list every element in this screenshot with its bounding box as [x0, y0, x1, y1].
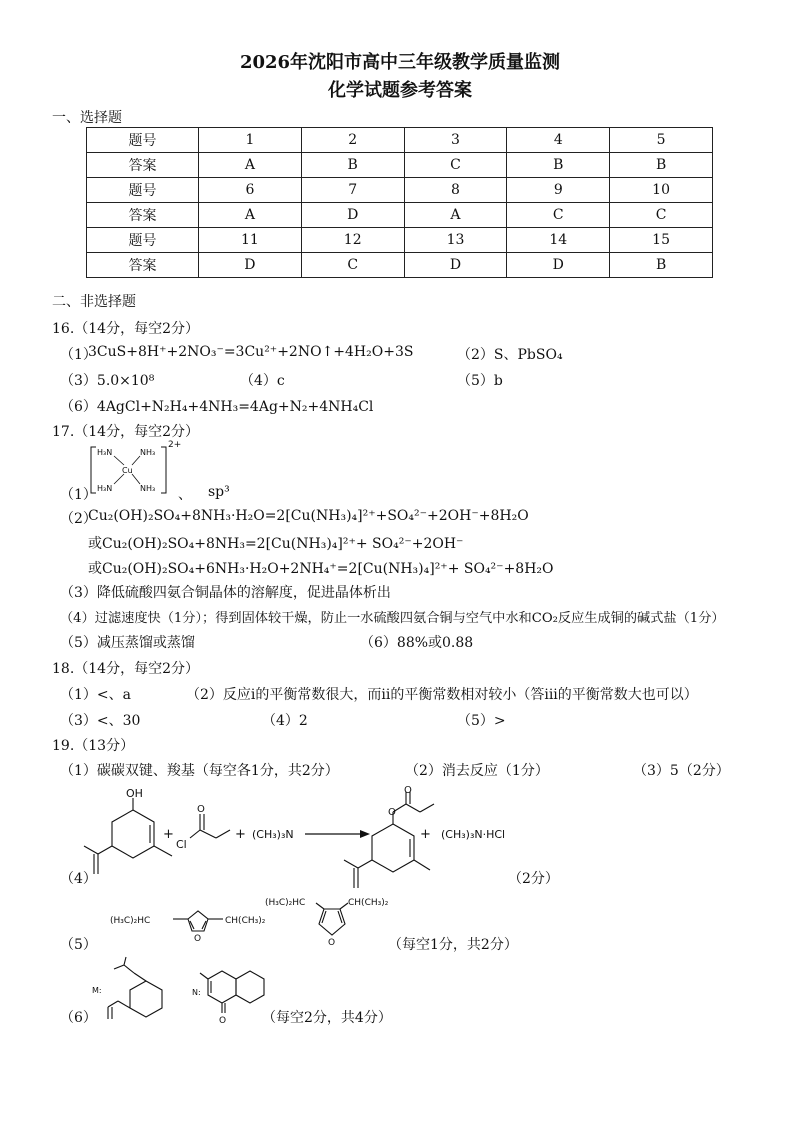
q17-answer-3: （3）降低硫酸四氨合铜晶体的溶解度，促进晶体析出: [60, 585, 391, 601]
q17-answer-2-equation-2: 或Cu₂(OH)₂SO₄+8NH₃=2[Cu(NH₃)₄]²⁺+ SO₄²⁻+2OH⁻: [88, 536, 464, 552]
table-cell: C: [301, 253, 404, 278]
table-cell: 1: [199, 128, 302, 153]
table-cell: C: [610, 203, 713, 228]
furan2-left-group: (H₃C)₂HC: [265, 898, 306, 908]
label-n: N:: [192, 988, 201, 997]
q16-answer-4: （4）c: [240, 373, 285, 389]
table-row: [87, 178, 713, 203]
row-header: 答案: [87, 203, 199, 228]
q19-answer-5-score: （每空1分，共2分）: [388, 937, 518, 953]
table-row: [87, 128, 713, 153]
table-cell: B: [610, 153, 713, 178]
q16-answer-1-label: （1）: [60, 347, 97, 363]
q19-header: 19.（13分）: [52, 738, 135, 754]
row-header: 题号: [87, 178, 199, 203]
table-cell: B: [301, 153, 404, 178]
furan1-right-group: CH(CH₃)₂: [225, 916, 266, 926]
q19-answer-5-label: （5）: [60, 937, 97, 953]
page-title: 2026年沈阳市高中三年级教学质量监测: [239, 52, 561, 73]
q18-header: 18.（14分，每空2分）: [52, 661, 199, 677]
q19-answer-4-score: （2分）: [508, 871, 559, 887]
cu-complex-structure: [88, 440, 182, 500]
furan1-o: O: [194, 934, 202, 944]
table-cell: 5: [610, 128, 713, 153]
table-cell: A: [199, 203, 302, 228]
q18-answer-4: （4）2: [262, 713, 308, 729]
table-cell: 3: [404, 128, 507, 153]
acyl-o-label: O: [197, 804, 205, 815]
answer-table: [86, 127, 713, 278]
table-cell: 9: [507, 178, 610, 203]
table-cell: 10: [610, 178, 713, 203]
q17-answer-1-separator: 、: [178, 487, 192, 503]
q16-answer-1-equation: 3CuS+8H⁺+2NO₃⁻=3Cu²⁺+2NO↑+4H₂O+3S: [88, 344, 414, 360]
table-row: [87, 203, 713, 228]
table-cell: A: [404, 203, 507, 228]
q17-answer-1-label: （1）: [60, 487, 97, 503]
ligand-tr: NH₃: [140, 448, 156, 457]
page-subtitle: 化学试题参考答案: [328, 80, 472, 101]
q17-answer-2-label: （2）: [60, 511, 97, 527]
table-row: [87, 153, 713, 178]
q19-answer-2: （2）消去反应（1分）: [405, 763, 549, 779]
row-header: 题号: [87, 228, 199, 253]
row-header: 答案: [87, 153, 199, 178]
table-cell: C: [404, 153, 507, 178]
q16-header: 16.（14分，每空2分）: [52, 321, 199, 337]
q18-answer-2: （2）反应i的平衡常数很大，而ii的平衡常数相对较小（答iii的平衡常数大也可以）: [186, 687, 698, 703]
furan2-right-group: CH(CH₃)₂: [348, 898, 389, 908]
q16-answer-2: （2）S、PbSO₄: [457, 347, 563, 363]
table-cell: D: [199, 253, 302, 278]
table-cell: 8: [404, 178, 507, 203]
table-cell: 6: [199, 178, 302, 203]
table-cell: D: [404, 253, 507, 278]
q19-reaction-scheme: [60, 786, 760, 896]
table-cell: A: [199, 153, 302, 178]
furan2-o: O: [328, 938, 336, 948]
q19-answer-6-structures: [86, 955, 276, 1030]
q19-answer-4-label: （4）: [60, 871, 97, 887]
q18-answer-3: （3）<、30: [60, 713, 141, 729]
q17-answer-6: （6）88%或0.88: [360, 635, 474, 651]
acyl-cl-label: Cl: [176, 838, 187, 851]
q17-answer-1-hybridization: sp³: [208, 484, 230, 500]
table-cell: 2: [301, 128, 404, 153]
table-row: [87, 253, 713, 278]
q19-answer-6-score: （每空2分，共4分）: [262, 1010, 392, 1026]
table-cell: 13: [404, 228, 507, 253]
ligand-bl: H₃N: [97, 484, 113, 493]
q17-header: 17.（14分，每空2分）: [52, 424, 199, 440]
table-cell: B: [507, 153, 610, 178]
q18-answer-1: （1）<、a: [60, 687, 131, 703]
table-cell: 7: [301, 178, 404, 203]
q17-answer-4: （4）过滤速度快（1分）；得到固体较干燥，防止一水硫酸四氨合铜与空气中水和CO₂反应生成铜的碱式盐（1分）: [60, 611, 725, 626]
ligand-tl: H₃N: [97, 448, 113, 457]
salt-label: (CH₃)₃N·HCl: [441, 828, 506, 841]
table-cell: 11: [199, 228, 302, 253]
complex-center: Cu: [122, 466, 133, 475]
q19-answer-1: （1）碳碳双键、羧基（每空各1分，共2分）: [60, 763, 339, 779]
q17-answer-2-equation-3: 或Cu₂(OH)₂SO₄+6NH₃·H₂O+2NH₄⁺=2[Cu(NH₃)₄]²⁺+ SO₄²⁻+8H₂O: [88, 561, 554, 577]
table-cell: C: [507, 203, 610, 228]
amine-label: (CH₃)₃N: [252, 828, 294, 841]
row-header: 题号: [87, 128, 199, 153]
row-header: 答案: [87, 253, 199, 278]
q16-answer-3: （3）5.0×10⁸: [60, 373, 155, 389]
plus-1: +: [163, 827, 174, 842]
plus-3: +: [420, 827, 431, 842]
ester-o-label: O: [388, 807, 396, 818]
furan1-left-group: (H₃C)₂HC: [110, 916, 151, 926]
label-m: M:: [92, 986, 102, 995]
complex-charge: 2+: [168, 440, 182, 450]
table-cell: 15: [610, 228, 713, 253]
table-cell: 14: [507, 228, 610, 253]
q16-answer-6: （6）4AgCl+N₂H₄+4NH₃=4Ag+N₂+4NH₄Cl: [60, 399, 374, 415]
section-label-nonchoice: 二、非选择题: [52, 294, 136, 310]
q17-answer-2-equation-1: Cu₂(OH)₂SO₄+8NH₃·H₂O=2[Cu(NH₃)₄]²⁺+SO₄²⁻+2OH⁻+8H₂O: [88, 508, 529, 524]
n-carbonyl-o: O: [219, 1016, 227, 1026]
table-cell: 12: [301, 228, 404, 253]
table-cell: D: [301, 203, 404, 228]
table-cell: D: [507, 253, 610, 278]
table-row: [87, 228, 713, 253]
plus-2: +: [235, 827, 246, 842]
q17-answer-5: （5）减压蒸馏或蒸馏: [60, 635, 195, 651]
q18-answer-5: （5）>: [457, 713, 506, 729]
reactant-oh-label: OH: [126, 787, 143, 800]
table-cell: B: [610, 253, 713, 278]
q19-answer-5-structures: [110, 895, 410, 955]
carbonyl-o-label: O: [404, 785, 412, 796]
ligand-br: NH₃: [140, 484, 156, 493]
q16-answer-5: （5）b: [457, 373, 503, 389]
q19-answer-6-label: （6）: [60, 1010, 97, 1026]
section-label-choice: 一、选择题: [52, 110, 122, 126]
table-cell: 4: [507, 128, 610, 153]
q19-answer-3: （3）5（2分）: [633, 763, 730, 779]
